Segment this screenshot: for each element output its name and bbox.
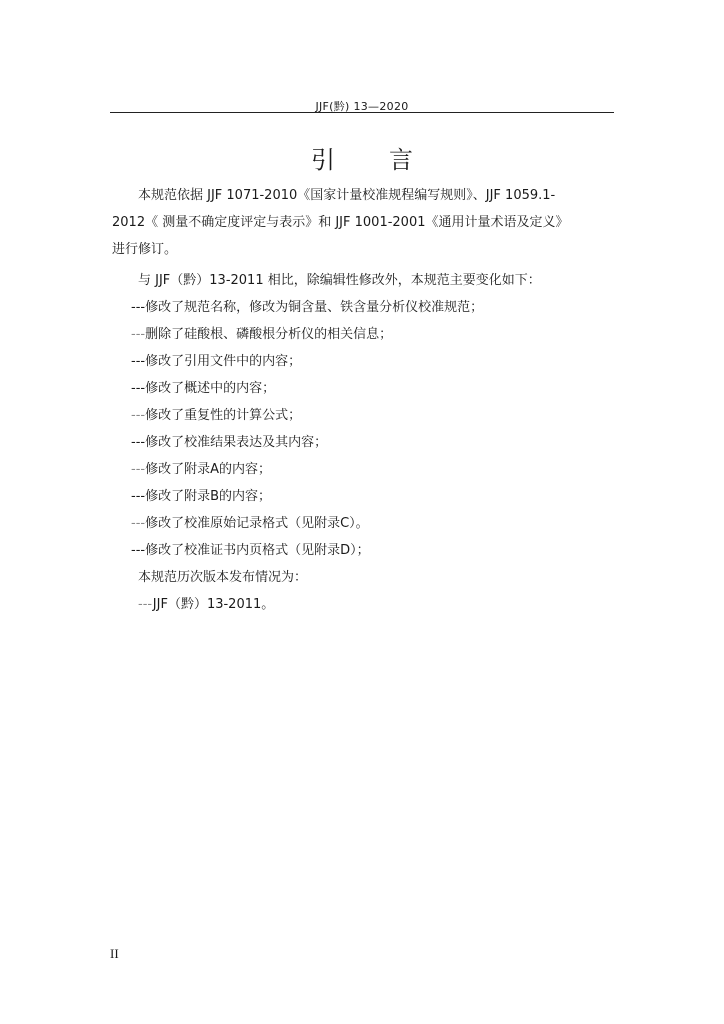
change-item: ---修改了附录B的内容；	[131, 489, 271, 504]
intro-line-3: 进行修订。	[112, 242, 178, 257]
change-item: ---修改了重复性的计算公式；	[131, 408, 302, 423]
history-item: ---JJF（黔）13-2011。	[138, 597, 275, 612]
changes-section	[112, 267, 612, 618]
change-item: ---修改了规范名称，修改为铜含量、铁含量分析仪校准规范；	[131, 300, 484, 315]
page-header-code: JJF(黔) 13—2020	[315, 100, 409, 113]
title-char-2: 言	[389, 146, 413, 174]
section-title	[0, 140, 724, 175]
change-item: ---修改了引用文件中的内容；	[131, 354, 302, 369]
title-char-1: 引	[311, 146, 335, 174]
page-number: II	[110, 946, 119, 961]
change-item: ---修改了校准原始记录格式（见附录C）。	[131, 516, 369, 531]
change-item: ---修改了概述中的内容；	[131, 381, 276, 396]
change-item: ---修改了校准结果表达及其内容；	[131, 435, 328, 450]
history-heading: 本规范历次版本发布情况为：	[138, 570, 308, 585]
header-divider	[110, 112, 614, 113]
intro-line-2: 2012《 测量不确定度评定与表示》和 JJF 1001-2001《通用计量术语及定义》	[112, 215, 569, 230]
change-item: ---修改了校准证书内页格式（见附录D）；	[131, 543, 370, 558]
comparison-sentence: 与 JJF（黔）13-2011 相比，除编辑性修改外，本规范主要变化如下：	[138, 273, 541, 288]
intro-paragraph	[112, 182, 612, 263]
intro-line-1: 本规范依据 JJF 1071-2010《国家计量校准规程编写规则》、JJF 1059.1-	[138, 188, 556, 203]
change-item: ---删除了硅酸根、磷酸根分析仪的相关信息；	[131, 327, 393, 342]
change-item: ---修改了附录A的内容；	[131, 462, 271, 477]
